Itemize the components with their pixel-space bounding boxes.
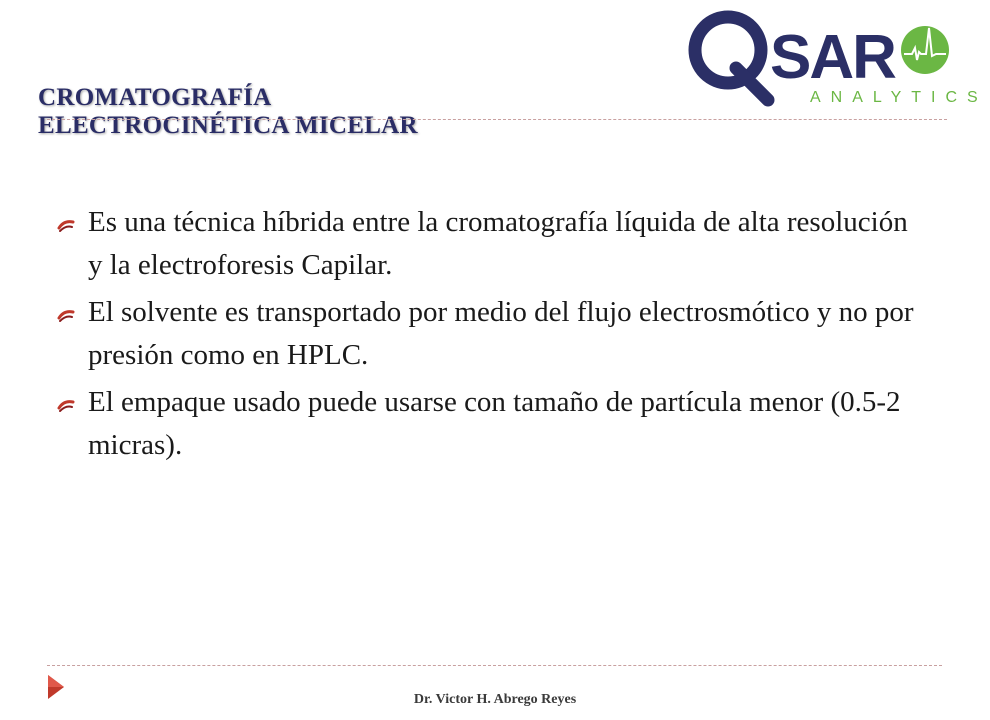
bullet-item [58, 201, 918, 287]
bullet-list [58, 201, 918, 471]
title-line-1: CROMATOGRAFÍA [38, 84, 272, 111]
qsar-analytics-logo [684, 4, 988, 110]
chromatogram-icon [901, 26, 949, 74]
bullet-text: El empaque usado puede usarse con tamaño de partícula menor (0.5-2 micras). [88, 386, 901, 461]
bullet-text: El solvente es transportado por medio del flujo electrosmótico y no por presión como en HPLC. [88, 296, 914, 371]
bullet-item [58, 381, 918, 467]
logo-wordmark: SAR [770, 23, 895, 92]
footer-divider [47, 665, 942, 666]
slide-title [38, 84, 638, 140]
title-line-2: ELECTROCINÉTICA MICELAR [38, 112, 418, 139]
bullet-icon [58, 398, 74, 412]
bullet-icon [58, 218, 74, 232]
bullet-item [58, 291, 918, 377]
bullet-text: Es una técnica híbrida entre la cromatografía líquida de alta resolución y la electroforesis Capilar. [88, 206, 908, 281]
header-divider [47, 119, 947, 120]
logo-subtitle: ANALYTICS [810, 89, 988, 106]
bullet-icon [58, 308, 74, 322]
footer-author: Dr. Victor H. Abrego Reyes [413, 692, 577, 707]
